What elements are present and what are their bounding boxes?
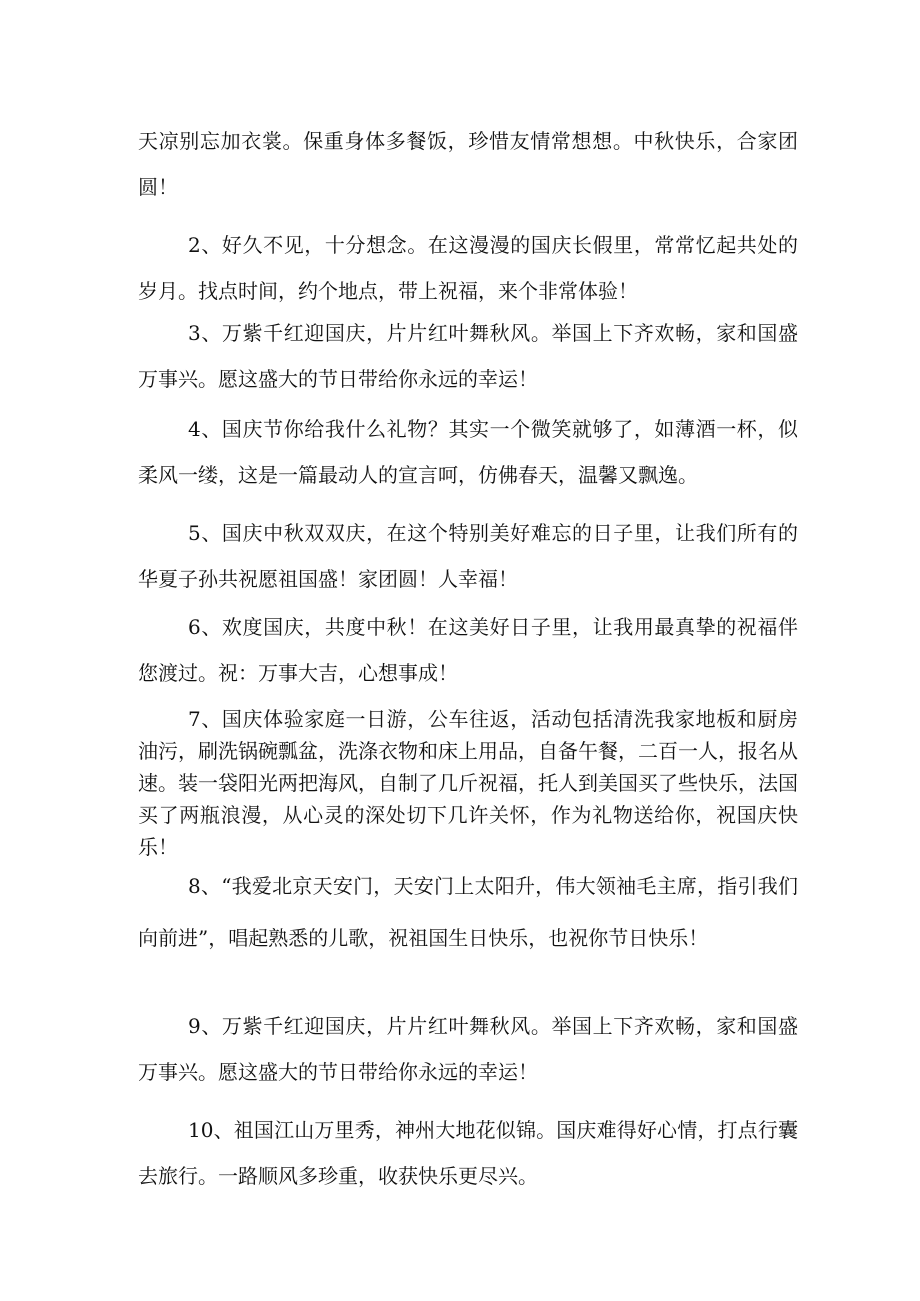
paragraph-item-2: 2、好久不见，十分想念。在这漫漫的国庆长假里，常常忆起共处的岁月。找点时间，约个地点，带上祝福，来个非常体验！ [138,233,798,303]
paragraph-item-5: 5、国庆中秋双双庆，在这个特别美好难忘的日子里，让我们所有的华夏子孙共祝愿祖国盛！家团圆！人幸福！ [138,521,798,591]
paragraph-continuation: 天凉别忘加衣裳。保重身体多餐饭，珍惜友情常想想。中秋快乐，合家团圆！ [138,129,798,199]
paragraph-item-6: 6、欢度国庆，共度中秋！在这美好日子里，让我用最真挚的祝福伴您渡过。祝：万事大吉，心想事成！ [138,615,798,685]
paragraph-item-8: 8、“我爱北京天安门，天安门上太阳升，伟大领袖毛主席，指引我们向前进”，唱起熟悉的儿歌，祝祖国生日快乐，也祝你节日快乐！ [138,874,798,950]
paragraph-item-10: 10、祖国江山万里秀，神州大地花似锦。国庆难得好心情，打点行囊去旅行。一路顺风多珍重，收获快乐更尽兴。 [138,1118,798,1188]
paragraph-item-3: 3、万紫千红迎国庆，片片红叶舞秋风。举国上下齐欢畅，家和国盛万事兴。愿这盛大的节日带给你永远的幸运！ [138,321,798,391]
paragraph-item-4: 4、国庆节你给我什么礼物？其实一个微笑就够了，如薄酒一杯，似柔风一缕，这是一篇最动人的宣言呵，仿佛春天，温馨又飘逸。 [138,417,798,487]
paragraph-item-9: 9、万紫千红迎国庆，片片红叶舞秋风。举国上下齐欢畅，家和国盛万事兴。愿这盛大的节日带给你永远的幸运！ [138,1014,798,1084]
paragraph-item-7: 7、国庆体验家庭一日游，公车往返，活动包括清洗我家地板和厨房油污，刷洗锅碗瓢盆，洗涤衣物和床上用品，自备午餐，二百一人，报名从速。装一袋阳光两把海风，自制了几斤祝福，托人到美国买了些快乐，法国买了两瓶浪漫，从心灵的深处切下几许关怀，作为礼物送给你，祝国庆快乐！ [138,707,798,859]
